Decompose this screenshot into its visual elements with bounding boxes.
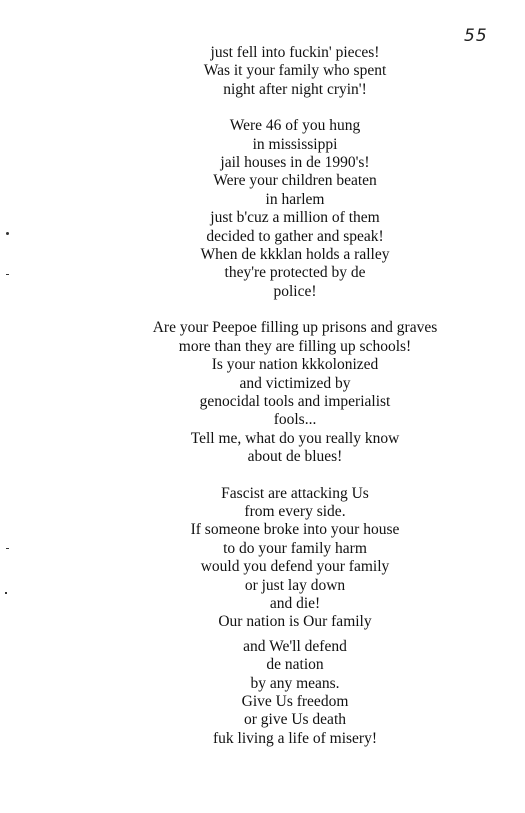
poem-line: Our nation is Our family [218, 613, 372, 631]
poem-line: Were 46 of you hung [229, 117, 361, 135]
stanza-break [0, 99, 525, 117]
stanza [0, 638, 525, 748]
poem-line: fools... [273, 411, 317, 429]
poem-line: Is your nation kkkolonized [211, 356, 379, 374]
poem-line: Are your Peepoe filling up prisons and graves [152, 319, 438, 337]
poem-line: When de kkklan holds a ralley [200, 246, 390, 264]
poem-line: or give Us death [243, 711, 346, 729]
poem-line: Tell me, what do you really know [190, 429, 400, 447]
poem-line: about de blues! [247, 448, 343, 466]
poem-text [0, 44, 525, 748]
poem-line: Give Us freedom [241, 693, 349, 710]
poem-line: just b'cuz a million of them [210, 209, 380, 227]
poem-line: If someone broke into your house [190, 521, 400, 539]
stanza-break [0, 301, 525, 319]
poem-line: and victimized by [239, 374, 351, 392]
poem-line: fuk living a life of misery! [213, 729, 377, 747]
poem-line: by any means. [250, 674, 340, 692]
poem-line: de nation [266, 656, 324, 674]
poem-line: night after night cryin'! [223, 80, 367, 98]
poem-line: jail houses in de 1990's! [220, 154, 370, 172]
poem-line: genocidal tools and imperialist [199, 392, 391, 410]
poem-line: police! [273, 282, 317, 300]
poem-line: more than they are filling up schools! [178, 337, 412, 355]
poem-line: just fell into fuckin' pieces! [210, 44, 380, 61]
poem-line: to do your family harm [223, 539, 367, 557]
poem-line: from every side. [244, 502, 346, 520]
stanza [0, 485, 525, 632]
poem-line: Was it your family who spent [203, 62, 387, 80]
stanza [0, 319, 525, 466]
stanza-break [0, 467, 525, 485]
poem-line: and die! [269, 594, 321, 612]
page-number: 55 [464, 26, 488, 46]
poem-line: Fascist are attacking Us [221, 484, 369, 502]
poem-line: decided to gather and speak! [206, 227, 384, 245]
poem-line: and We'll defend [243, 637, 347, 655]
poem-line: in harlem [265, 190, 325, 208]
poem-line: Were your children beaten [213, 172, 377, 190]
stanza [0, 117, 525, 301]
poem-line: they're protected by de [224, 264, 366, 282]
poem-line: in mississippi [252, 135, 338, 153]
poem-line: would you defend your family [200, 558, 390, 576]
stanza [0, 44, 525, 99]
poem-line: or just lay down [244, 576, 346, 594]
